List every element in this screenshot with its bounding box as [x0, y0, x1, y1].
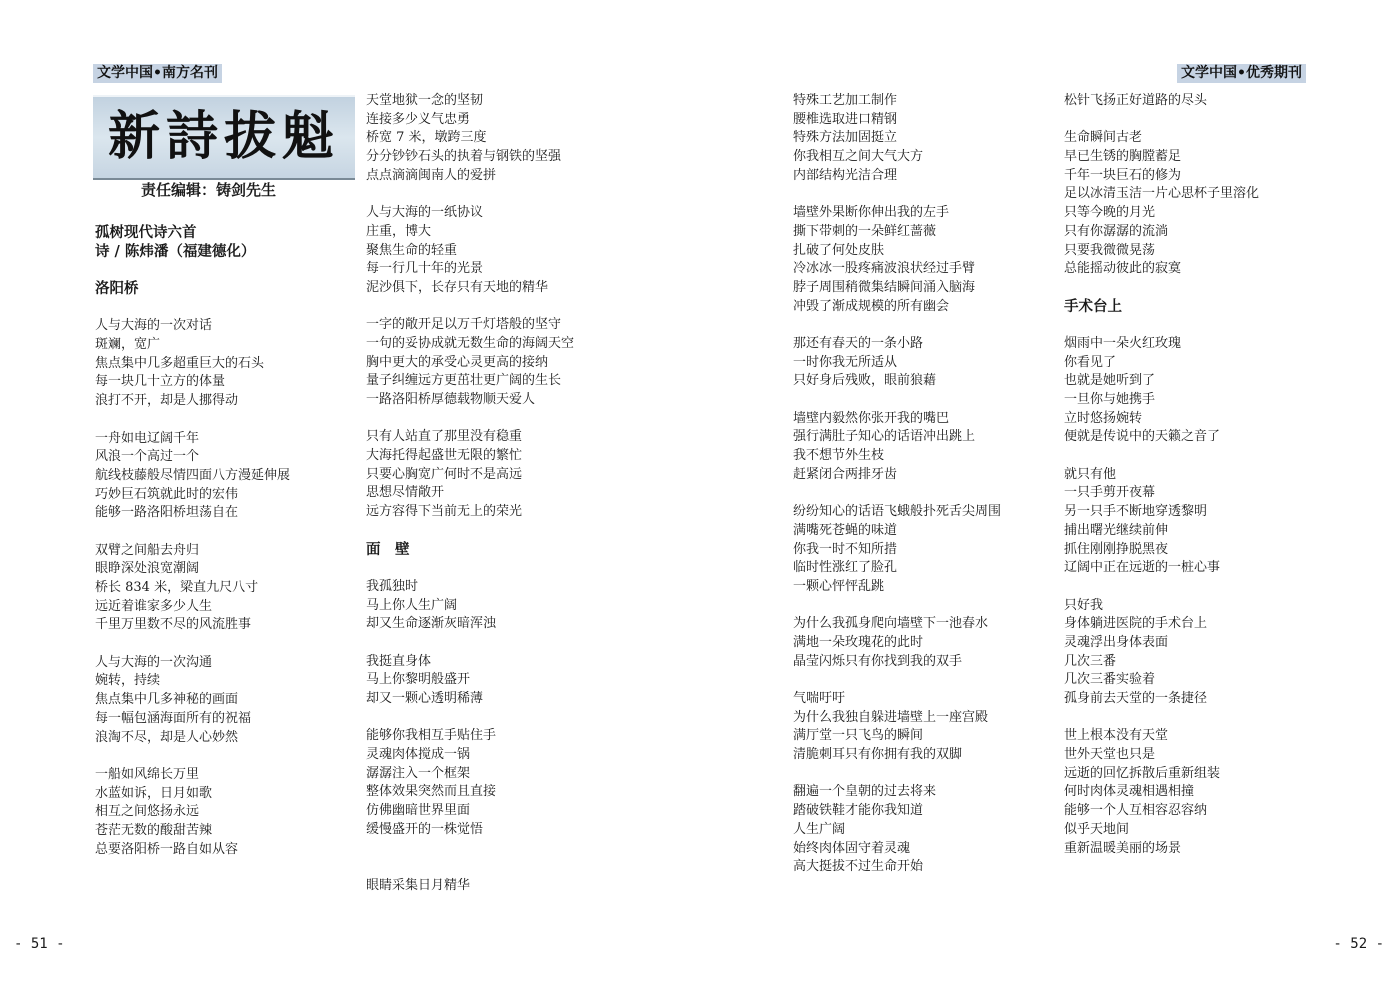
poem-line: 每一行几十年的光景 — [366, 261, 484, 277]
poem-line: 早已生锈的胸膛蓄足 — [1064, 149, 1182, 165]
poem-title: 洛阳桥 — [95, 280, 139, 297]
poem-line: 晶莹闪烁只有你找到我的双手 — [793, 653, 963, 669]
poem-line: 只要心胸宽广何时不是高远 — [366, 466, 523, 482]
poem-intro — [95, 223, 255, 261]
poem-line: 一旦你与她携手 — [1064, 392, 1156, 407]
poem-line: 天堂地狱一念的坚韧 — [366, 93, 484, 108]
poem-line: 灵魂浮出身体表面 — [1064, 634, 1169, 650]
poem-line: 远逝的回忆拆散后重新组装 — [1064, 765, 1221, 781]
poem-line: 墙壁内毅然你张开我的嘴巴 — [793, 410, 950, 426]
poem-line: 仿佛幽暗世界里面 — [366, 803, 471, 819]
poem-line: 立时悠扬婉转 — [1064, 410, 1143, 426]
poem-line: 能够你我相互手贴住手 — [366, 728, 497, 744]
poem-line: 相互之间悠扬永远 — [95, 804, 200, 820]
poem-line: 我不想节外生枝 — [793, 448, 885, 464]
poem-line: 为什么我孤身爬向墙壁下一池春水 — [793, 616, 989, 632]
stanza-break — [1064, 578, 1259, 597]
poem-line: 只等今晚的月光 — [1064, 205, 1156, 221]
poem-line: 一时你我无所适从 — [793, 354, 898, 370]
poem-line: 眼睛采集日月精华 — [366, 877, 471, 893]
poem-line: 人与大海的一次沟通 — [95, 654, 213, 670]
stanza-break — [366, 185, 574, 204]
poem-line: 踏破铁鞋才能你我知道 — [793, 803, 924, 819]
stanza-break — [95, 747, 290, 766]
poem-line: 只有人站直了那里没有稳重 — [366, 429, 523, 445]
poem-line: 桥长 834 米，梁直九尺八寸 — [95, 580, 259, 595]
stanza-break — [366, 298, 574, 317]
poem-line: 灵魂肉体搅成一锅 — [366, 747, 471, 763]
poem-line: 整体效果突然而且直接 — [366, 784, 497, 800]
poem-line: 一舟如电辽阔千年 — [95, 430, 200, 446]
poem-line: 缓慢盛开的一株觉悟 — [366, 821, 484, 837]
poem-line: 水蓝如诉，日月如歌 — [95, 785, 213, 801]
poem-line: 焦点集中几多超重巨大的石头 — [95, 355, 265, 371]
poem-line: 人与大海的一纸协议 — [366, 205, 484, 221]
poem-line: 临时性涨红了脸孔 — [793, 560, 898, 576]
poem-line: 冷冰冰一股疼痛波浪状经过手臂 — [793, 261, 976, 277]
poem-line: 浪打不开，却是人挪得动 — [95, 393, 239, 409]
poem-line: 撕下带刺的一朵鲜红蔷薇 — [793, 223, 937, 239]
poem-line: 似乎天地间 — [1064, 821, 1130, 837]
poem-line: 我挺直身体 — [366, 653, 432, 669]
poem-column-1 — [95, 280, 290, 859]
stanza-break — [366, 858, 574, 877]
stanza-break — [366, 709, 574, 728]
poem-line: 眼睁深处浪宽潮阔 — [95, 561, 200, 577]
author-line: 诗 / 陈炜潘（福建德化） — [95, 243, 256, 260]
stanza-break — [793, 671, 1001, 690]
stanza-break — [1064, 316, 1259, 335]
stanza-break — [95, 299, 290, 318]
poem-line: 航线枝藤般尽情四面八方漫延伸展 — [95, 467, 291, 483]
poem-line: 特殊方法加固挺立 — [793, 130, 898, 146]
poem-line: 千年一块巨石的修为 — [1064, 167, 1182, 183]
poem-line: 气喘吁吁 — [793, 691, 846, 706]
poem-line: 何时肉体灵魂相遇相撞 — [1064, 784, 1195, 800]
poem-line: 一只手剪开夜幕 — [1064, 485, 1156, 501]
poem-line: 每一块几十立方的体量 — [95, 374, 226, 390]
header-tag-right: 文学中国•优秀期刊 — [1177, 64, 1306, 83]
stanza-break — [793, 597, 1001, 616]
stanza-break — [366, 634, 574, 653]
poem-line: 翻遍一个皇朝的过去将来 — [793, 784, 937, 800]
poem-line: 纷纷知心的话语飞蛾般扑死舌尖周围 — [793, 504, 1002, 520]
poem-line: 只好我 — [1064, 597, 1104, 613]
poem-line: 远方容得下当前无上的荣光 — [366, 504, 523, 520]
poem-line: 斑斓，宽广 — [95, 337, 161, 353]
collection-title: 孤树现代诗六首 — [95, 224, 197, 241]
poem-line: 我孤独时 — [366, 578, 419, 594]
poem-line: 墙壁外果断你伸出我的左手 — [793, 205, 950, 221]
poem-line: 特殊工艺加工制作 — [793, 93, 898, 108]
poem-line: 苍茫无数的酸甜苦辣 — [95, 822, 213, 838]
poem-line: 几次三番实验着 — [1064, 672, 1156, 688]
poem-line: 内部结构光洁合理 — [793, 167, 898, 183]
poem-line: 几次三番 — [1064, 653, 1117, 669]
poem-line: 满地一朵玫瑰花的此时 — [793, 634, 924, 650]
poem-line: 总要洛阳桥一路自如从容 — [95, 841, 239, 857]
poem-line: 满厅堂一只飞鸟的瞬间 — [793, 728, 924, 744]
poem-column-2 — [366, 92, 574, 896]
poem-line: 抓住刚刚挣脱黑夜 — [1064, 541, 1169, 557]
poem-line: 世上根本没有天堂 — [1064, 728, 1169, 744]
poem-title: 手术台上 — [1064, 297, 1122, 315]
stanza-break — [793, 391, 1001, 410]
poem-column-4 — [1064, 92, 1259, 858]
stanza-break — [366, 522, 574, 541]
poem-line: 却又生命逐渐灰暗浑浊 — [366, 616, 497, 632]
poem-line: 辽阔中正在远逝的一桩心事 — [1064, 560, 1221, 576]
poem-line: 人与大海的一次对话 — [95, 318, 213, 334]
poem-line: 松针飞扬正好道路的尽头 — [1064, 93, 1208, 108]
poem-line: 你我相互之间大气大方 — [793, 149, 924, 165]
poem-line: 便就是传说中的天籁之音了 — [1064, 429, 1221, 445]
poem-line: 一颗心怦怦乱跳 — [793, 578, 885, 594]
poem-line: 只要我微微晃荡 — [1064, 242, 1156, 258]
poem-line: 为什么我独自躲进墙壁上一座宫殿 — [793, 709, 989, 725]
poem-line: 人生广阔 — [793, 821, 846, 837]
poem-line: 一路洛阳桥厚德载物顺天爱人 — [366, 392, 536, 407]
poem-line: 潺潺注入一个框架 — [366, 765, 471, 781]
page-number-left: - 51 - — [14, 936, 65, 952]
poem-line: 千里万里数不尽的风流胜事 — [95, 617, 252, 633]
poem-line: 点点滴滴闽南人的爱拼 — [366, 167, 497, 183]
editor-credit: 责任编辑：铸剑先生 — [141, 181, 277, 199]
poem-line: 焦点集中几多神秘的画面 — [95, 692, 239, 708]
stanza-break — [95, 635, 290, 654]
poem-line: 满嘴死苍蝇的味道 — [793, 522, 898, 538]
poem-line: 量子纠缠远方更茁壮更广阔的生长 — [366, 373, 562, 389]
poem-column-3 — [793, 92, 1001, 877]
poem-line: 只有你潺潺的流淌 — [1064, 223, 1169, 239]
poem-line: 重新温暖美丽的场景 — [1064, 840, 1182, 856]
poem-line: 也就是她听到了 — [1064, 373, 1156, 389]
poem-title: 面 壁 — [366, 540, 410, 558]
column-logo — [93, 95, 355, 180]
stanza-break — [1064, 279, 1259, 298]
poem-line: 总能摇动彼此的寂寞 — [1064, 261, 1182, 277]
header-tag-left: 文学中国•南方名刊 — [93, 64, 222, 83]
poem-line: 烟雨中一朵火红玫瑰 — [1064, 335, 1182, 351]
poem-line: 高大挺拔不过生命开始 — [793, 859, 924, 875]
poem-line: 脖子周围稍微集结瞬间涌入脑海 — [793, 279, 976, 295]
poem-line: 腰椎选取进口精钢 — [793, 111, 898, 127]
stanza-break — [793, 316, 1001, 335]
poem-line: 分分钞钞石头的执着与钢铁的坚强 — [366, 149, 562, 165]
poem-line: 庄重，博大 — [366, 223, 432, 239]
stanza-break — [793, 484, 1001, 503]
poem-line: 你我一时不知所措 — [793, 541, 898, 557]
poem-line: 只好身后残败，眼前狼藉 — [793, 373, 937, 389]
stanza-break — [793, 185, 1001, 204]
poem-line: 却又一颗心透明稀薄 — [366, 691, 484, 706]
poem-line: 能够一路洛阳桥坦荡自在 — [95, 505, 239, 521]
poem-line: 远近着谁家多少人生 — [95, 598, 213, 614]
poem-line: 双臂之间船去舟归 — [95, 542, 200, 558]
logo-text: 新詩拔魁 — [107, 106, 340, 167]
poem-line: 扎破了何处皮肤 — [793, 242, 885, 258]
poem-line: 捕出曙光继续前伸 — [1064, 522, 1169, 538]
poem-line: 强行满肚子知心的话语冲出跳上 — [793, 429, 976, 445]
poem-line: 生命瞬间古老 — [1064, 130, 1143, 146]
stanza-break — [1064, 447, 1259, 466]
poem-line: 孤身前去天堂的一条捷径 — [1064, 691, 1208, 706]
stanza-break — [95, 523, 290, 542]
poem-line: 每一幅包涵海面所有的祝福 — [95, 710, 252, 726]
page-number-right: - 52 - — [1333, 936, 1384, 952]
poem-line: 冲毁了渐成规模的所有幽会 — [793, 298, 950, 314]
poem-line: 马上你黎明般盛开 — [366, 672, 471, 688]
poem-line: 一船如风绵长万里 — [95, 766, 200, 782]
poem-line: 足以冰清玉洁一片心思杯子里溶化 — [1064, 186, 1260, 202]
poem-line: 思想尽情敞开 — [366, 485, 445, 501]
poem-line: 桥宽 7 米，墩跨三度 — [366, 130, 487, 146]
stanza-break — [366, 840, 574, 859]
poem-line: 能够一个人互相容忍容纳 — [1064, 803, 1208, 819]
poem-line: 浪淘不尽，却是人心妙然 — [95, 729, 239, 745]
poem-line: 连接多少义气忠勇 — [366, 111, 471, 127]
poem-line: 婉转，持续 — [95, 673, 161, 689]
poem-line: 身体躺进医院的手术台上 — [1064, 616, 1208, 632]
poem-line: 一字的敞开足以万千灯塔般的坚守 — [366, 317, 562, 333]
poem-line: 风浪一个高过一个 — [95, 449, 200, 465]
poem-line: 那还有春天的一条小路 — [793, 335, 924, 351]
poem-line: 就只有他 — [1064, 466, 1117, 482]
poem-line: 世外天堂也只是 — [1064, 747, 1156, 763]
poem-line: 胸中更大的承受心灵更高的接纳 — [366, 354, 549, 370]
stanza-break — [366, 410, 574, 429]
poem-line: 始终肉体固守着灵魂 — [793, 840, 911, 856]
stanza-break — [1064, 709, 1259, 728]
poem-line: 另一只手不断地穿透黎明 — [1064, 504, 1208, 520]
poem-line: 泥沙俱下，长存只有天地的精华 — [366, 279, 549, 295]
poem-line: 清脆刺耳只有你拥有我的双脚 — [793, 747, 963, 763]
stanza-break — [793, 765, 1001, 784]
stanza-break — [1064, 111, 1259, 130]
poem-line: 大海托得起盛世无限的繁忙 — [366, 448, 523, 464]
poem-line: 赶紧闭合两排牙齿 — [793, 466, 898, 482]
poem-line: 一句的妥协成就无数生命的海阔天空 — [366, 335, 575, 351]
poem-line: 聚焦生命的轻重 — [366, 242, 458, 258]
stanza-break — [95, 411, 290, 430]
poem-line: 巧妙巨石筑就此时的宏伟 — [95, 486, 239, 502]
stanza-break — [366, 559, 574, 578]
poem-line: 你看见了 — [1064, 354, 1117, 370]
poem-line: 马上你人生广阔 — [366, 597, 458, 613]
